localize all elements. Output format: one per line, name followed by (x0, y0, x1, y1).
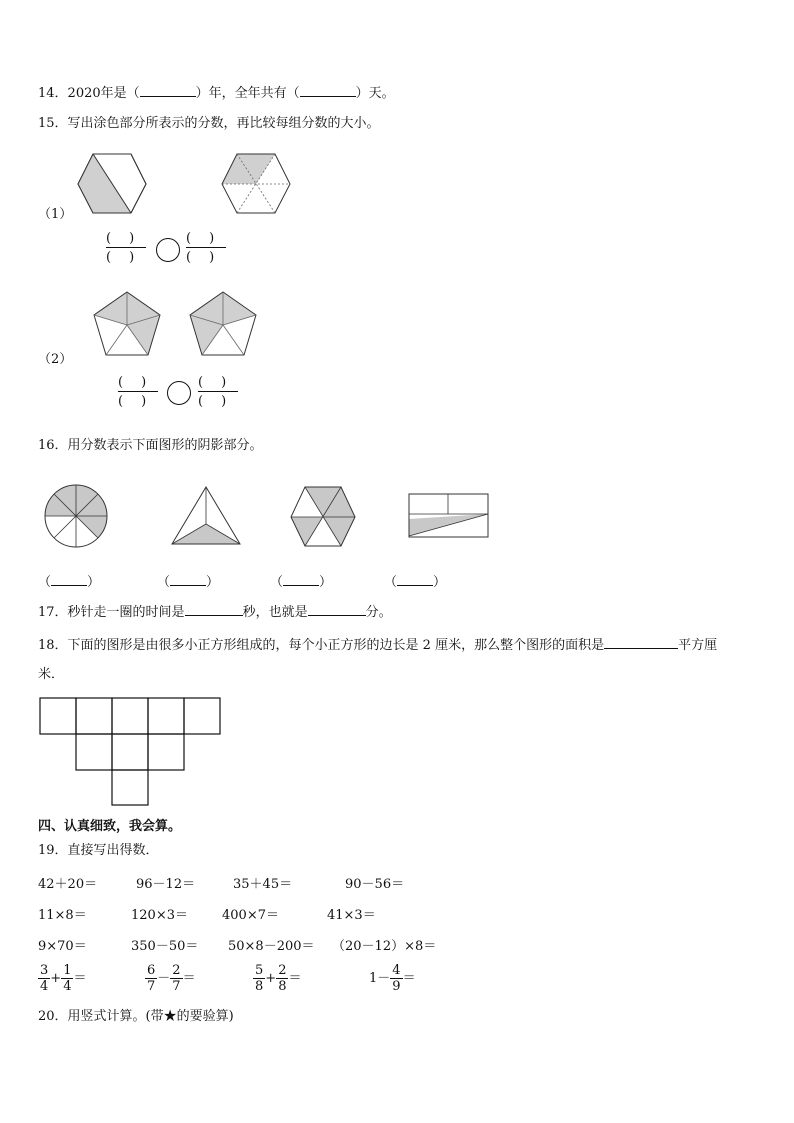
calc-1-3: 35＋45＝ (233, 877, 293, 892)
question-20 (38, 1008, 234, 1026)
calc-frac-4: 1－ $\frac{4}{9}$ ＝ (369, 963, 416, 994)
calc-2-3: 400×7＝ (222, 908, 279, 923)
answer-16-3[interactable]: （ ） (270, 571, 332, 590)
question-text: 下面的图形是由很多小正方形组成的，每个小正方形的边长是 2 厘米，那么整个图形的面积是 (67, 638, 605, 653)
calc-3-1: 9×70＝ (38, 939, 87, 954)
question-text: 用竖式计算。(带★的要验算) (67, 1009, 234, 1024)
question-number: 15． (38, 116, 68, 131)
answer-blank-minutes[interactable] (308, 602, 366, 616)
question-text: 秒，也就是 (242, 605, 308, 620)
calc-1-4: 90－56＝ (345, 877, 405, 892)
calc-3-2: 350－50＝ (131, 939, 199, 954)
compare-circle-1[interactable] (156, 238, 180, 262)
square-grid-figure (39, 697, 223, 807)
question-18 (38, 635, 717, 655)
question-19 (38, 842, 159, 860)
calc-1-1: 42＋20＝ (38, 877, 98, 892)
hexagon-sixths-shaded-q16 (289, 486, 357, 548)
question-16 (38, 437, 263, 455)
question-text: 秒针走一圈的时间是 (67, 605, 185, 620)
question-14 (38, 83, 395, 103)
calc-3-4: （20－12）×8＝ (332, 939, 437, 954)
question-text: ）天。 (355, 86, 395, 101)
compare-circle-2[interactable] (167, 381, 191, 405)
answer-16-2[interactable]: （ ） (157, 571, 219, 590)
calc-frac-1: $\frac{3}{4}$ + $\frac{1}{4}$ ＝ (40, 963, 87, 994)
question-text: 平方厘 (678, 638, 718, 653)
answer-blank-year-type[interactable] (140, 83, 196, 97)
hexagon-half-shaded (76, 153, 148, 215)
question-number: 17． (38, 605, 68, 620)
fraction-blank-1b[interactable]: () () (186, 231, 233, 265)
answer-16-4[interactable]: （ ） (384, 571, 446, 590)
rectangle-triangle-shaded (408, 493, 490, 539)
triangle-thirds-shaded (170, 486, 242, 546)
answer-blank-seconds[interactable] (185, 602, 243, 616)
question-number: 14． (38, 86, 68, 101)
calc-2-4: 41×3＝ (327, 908, 376, 923)
question-text: 用分数表示下面图形的阴影部分。 (67, 438, 263, 453)
calc-2-2: 120×3＝ (131, 908, 188, 923)
fraction-blank-1a[interactable]: () () (106, 231, 153, 265)
question-text: ）年，全年共有（ (195, 86, 300, 101)
fraction-blank-2b[interactable]: () () (198, 375, 245, 409)
circle-eighths-shaded (44, 484, 108, 548)
hexagon-sixths-shaded (220, 153, 292, 215)
pentagon-fifths-shaded-a (92, 291, 162, 357)
answer-blank-area[interactable] (604, 635, 678, 649)
sub-label-2: （2） (38, 352, 73, 367)
question-text: 2020年是（ (67, 86, 140, 101)
answer-blank-days[interactable] (300, 83, 356, 97)
question-number: 18． (38, 638, 68, 653)
fraction-blank-2a[interactable]: () () (118, 375, 165, 409)
question-15 (38, 115, 380, 133)
question-text: 写出涂色部分所表示的分数，再比较每组分数的大小。 (67, 116, 380, 131)
answer-16-1[interactable]: （ ） (38, 571, 100, 590)
question-number: 20． (38, 1009, 68, 1024)
calc-3-3: 50×8－200＝ (228, 939, 315, 954)
sub-label-1: （1） (38, 207, 73, 222)
question-text: 直接写出得数． (67, 843, 159, 858)
section-4-title: 四、认真细致，我会算。 (38, 819, 182, 834)
calc-2-1: 11×8＝ (38, 908, 87, 923)
question-17 (38, 602, 392, 622)
question-text: 分。 (365, 605, 392, 620)
calc-frac-2: $\frac{6}{7}$ － $\frac{2}{7}$ ＝ (147, 963, 196, 994)
question-number: 19． (38, 843, 68, 858)
pentagon-fifths-shaded-b (188, 291, 258, 357)
question-number: 16． (38, 438, 68, 453)
question-18-cont: 米． (38, 667, 65, 682)
calc-frac-3: $\frac{5}{8}$ + $\frac{2}{8}$ ＝ (255, 963, 302, 994)
calc-1-2: 96－12＝ (136, 877, 196, 892)
